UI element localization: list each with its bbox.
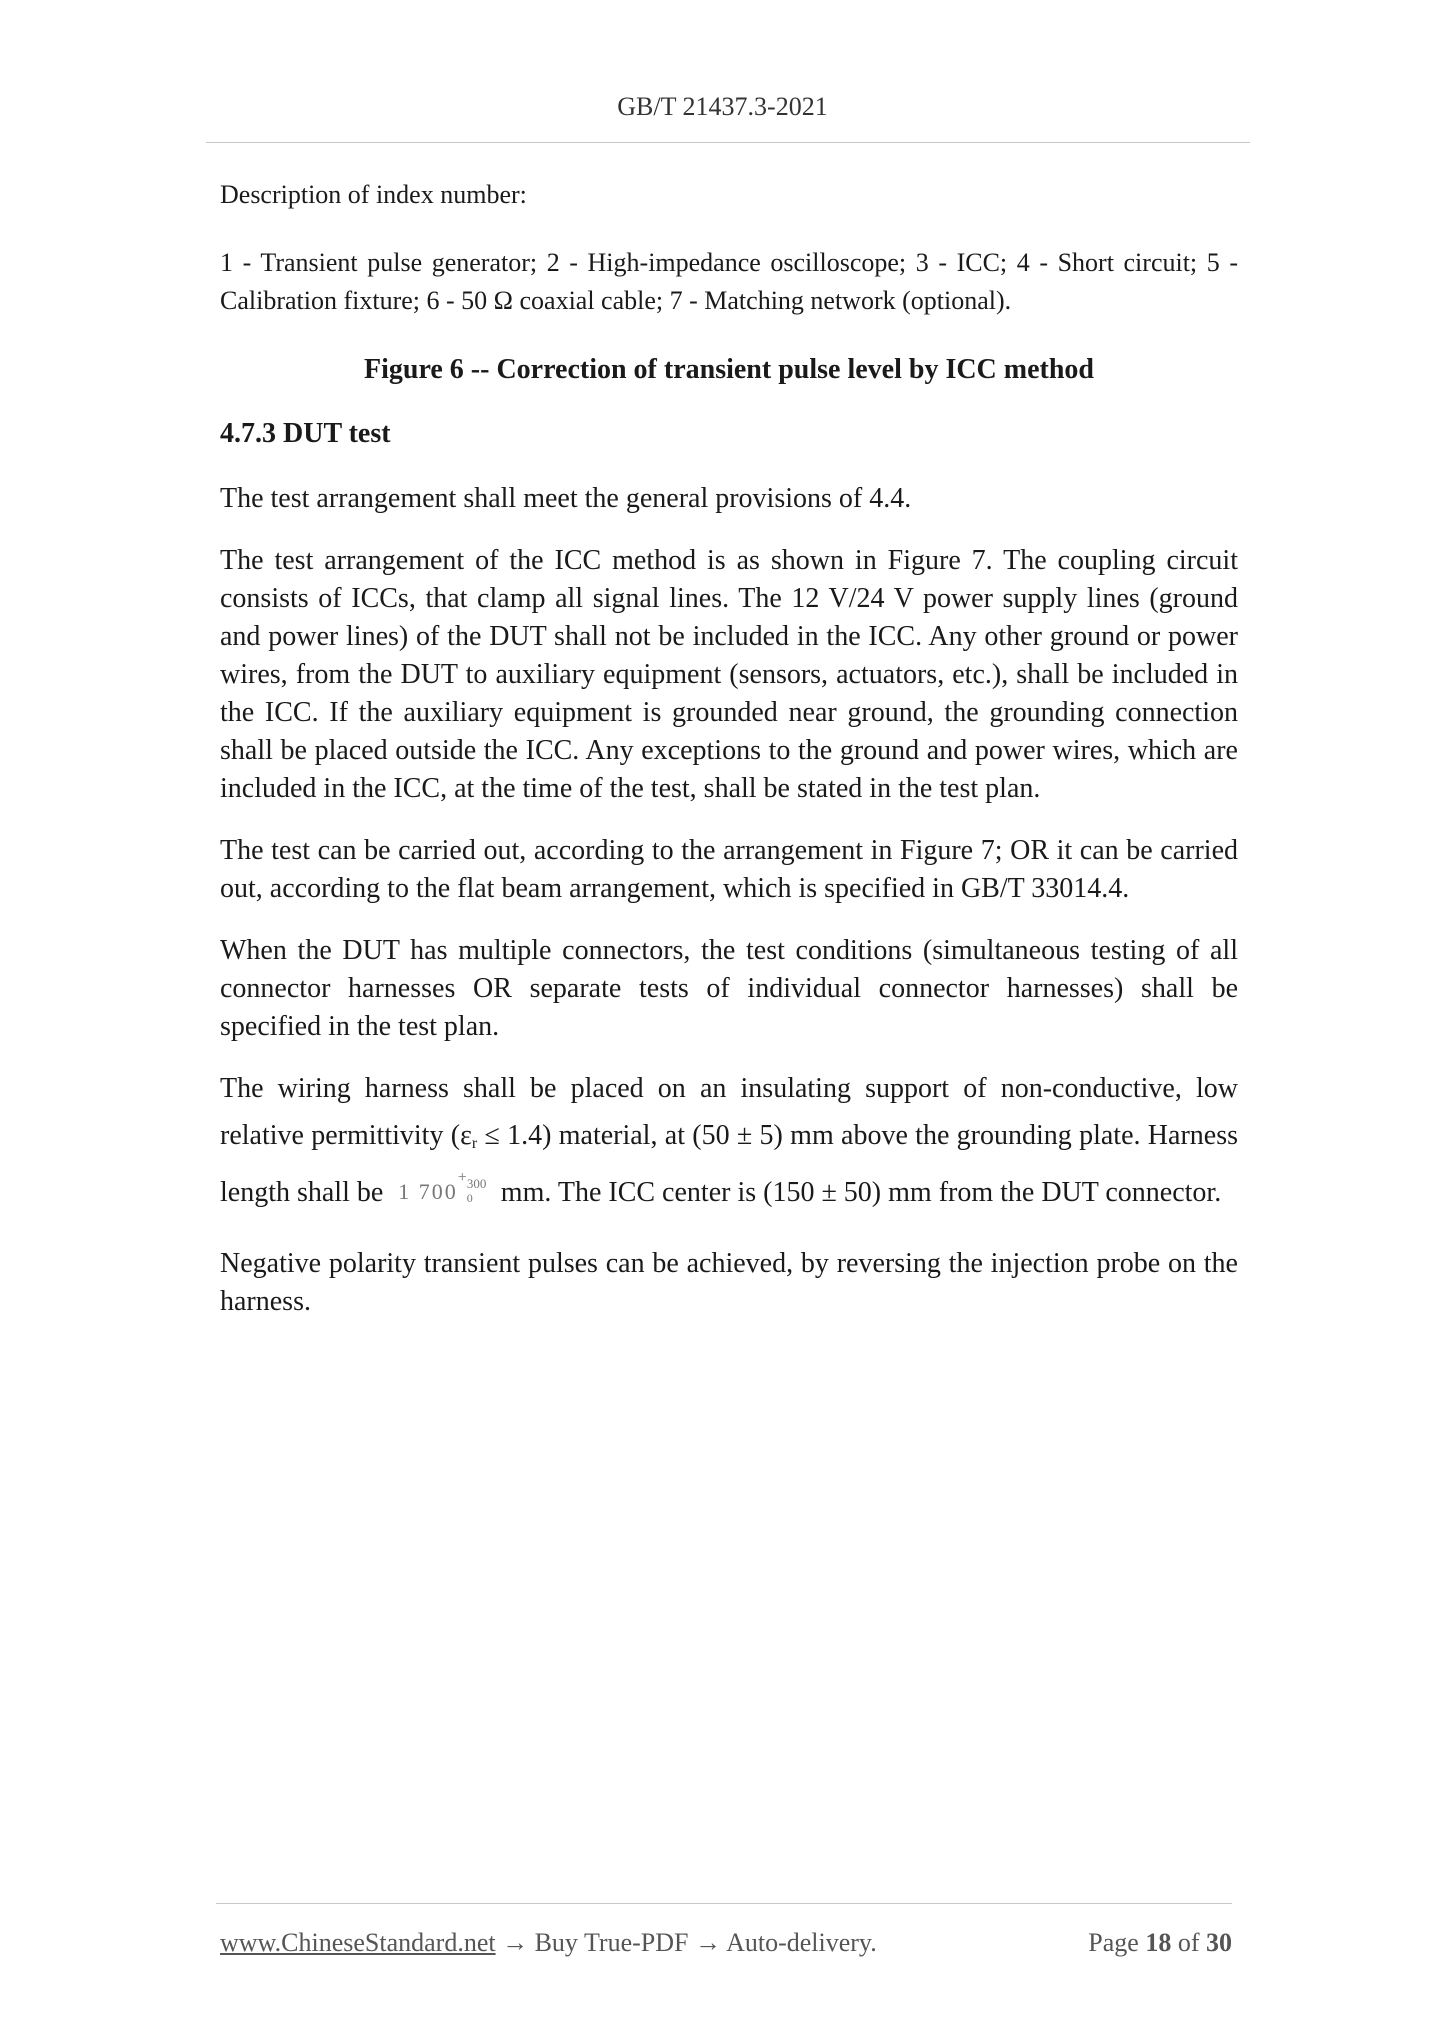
paragraph-icc-arrangement: The test arrangement of the ICC method is as shown in Figure 7. The coupling circuit consists of ICCs, that clamp all signal lines. The 12 V/24 V power supply lines (ground and power lines) of the DUT shall not be included in the ICC. Any other ground or power wires, from the DUT to auxiliary equipment (sensors, actuators, etc.), shall be included in the ICC. If the auxiliary equipment is grounded near ground, the grounding connection shall be placed outside the ICC. Any exceptions to the ground and power wires, which are included in the ICC, at the time of the test, shall be stated in the test plan. [220, 545, 1238, 804]
footer-divider [216, 1903, 1232, 1904]
arrow-right-icon: → [502, 1928, 529, 1957]
figure-caption: Figure 6 -- Correction of transient pulse level by ICC method [364, 354, 1094, 385]
page-label: Page [1088, 1928, 1139, 1957]
page-footer [220, 1928, 1232, 1958]
harness-length-prefix: Harness length shall be [220, 1120, 1238, 1208]
harness-length-value: 1 700 [398, 1179, 458, 1204]
page-content [220, 176, 1238, 1321]
of-label: of [1177, 1928, 1200, 1957]
page-number [1088, 1928, 1232, 1958]
index-description-text: 1 - Transient pulse generator; 2 - High-impedance oscilloscope; 3 - ICC; 4 - Short circuit; 5 - Calibration fixture; 6 - 50 Ω coaxial cable; 7 - Matching network (optional). [220, 248, 1238, 315]
paragraph-negative-polarity: Negative polarity transient pulses can be achieved, by reversing the injection probe on the harness. [220, 1248, 1238, 1317]
site-link[interactable]: www.ChineseStandard.net [220, 1928, 496, 1957]
harness-length-tolerance [398, 1164, 487, 1220]
paragraph-wiring-harness [220, 1070, 1238, 1221]
harness-text-1: The wiring harness shall be placed on an insulating support of non-conductive, low relative permittivity (ε [220, 1073, 1238, 1151]
harness-text-2: ≤ 1.4) material, at (50 ± 5) mm above the grounding plate. [477, 1120, 1141, 1151]
epsilon-subscript: r [471, 1135, 478, 1152]
total-pages: 30 [1206, 1928, 1232, 1957]
section-heading: 4.7.3 DUT test [220, 418, 391, 449]
arrow-right-icon: → [695, 1928, 721, 1957]
harness-length-suffix: mm. The ICC center is (150 ± 50) mm from the DUT connector. [500, 1177, 1222, 1208]
paragraph-general-provisions: The test arrangement shall meet the general provisions of 4.4. [220, 483, 912, 514]
tolerance-lower: 0 [466, 1191, 473, 1205]
tolerance-upper: 300 [466, 1176, 487, 1191]
tolerance-plus-sign: + [457, 1169, 467, 1186]
header-divider [206, 142, 1250, 143]
auto-delivery-text: Auto-delivery. [726, 1928, 877, 1957]
paragraph-multiple-connectors: When the DUT has multiple connectors, the test conditions (simultaneous testing of all connector harnesses OR separate tests of individual connector harnesses) shall be specified in the test plan. [220, 935, 1238, 1042]
buy-true-pdf-text: Buy True-PDF [534, 1928, 689, 1957]
index-description-label: Description of index number: [220, 180, 527, 209]
current-page: 18 [1145, 1928, 1172, 1957]
document-header: GB/T 21437.3-2021 [617, 92, 828, 121]
paragraph-arrangement-options: The test can be carried out, according to the arrangement in Figure 7; OR it can be carried out, according to the flat beam arrangement, which is specified in GB/T 33014.4. [220, 835, 1238, 904]
